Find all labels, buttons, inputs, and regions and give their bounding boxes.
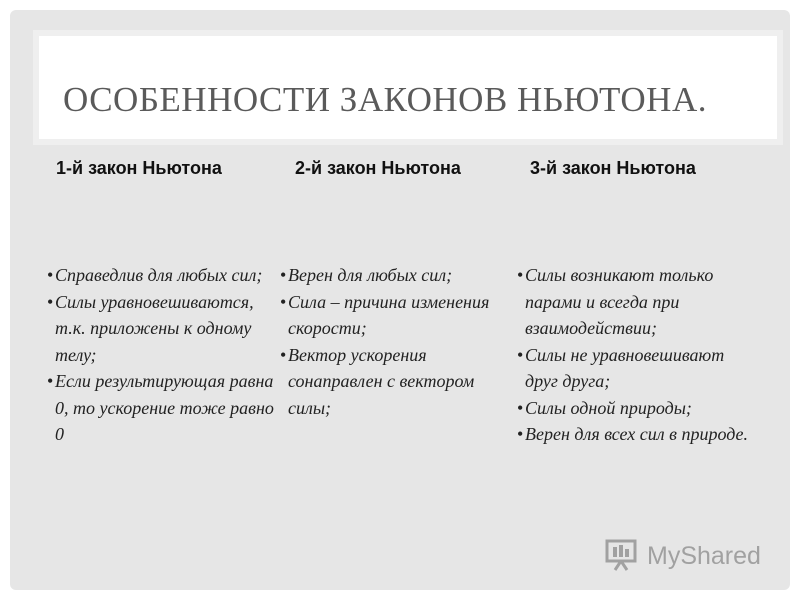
- bullet-icon: •: [280, 344, 287, 365]
- list-item: • Если результирующая равна 0, то ускорение тоже равно 0: [47, 368, 279, 448]
- watermark: [605, 538, 761, 574]
- watermark-text: MyShared: [647, 541, 761, 570]
- column-header-2: 2-й закон Ньютона: [295, 158, 461, 178]
- bullet-icon: •: [47, 371, 54, 391]
- column-body-1: [47, 262, 279, 448]
- slide-title: ОСОБЕННОСТИ ЗАКОНОВ НЬЮТОНА.: [63, 80, 707, 119]
- column-header-1: 1-й закон Ньютона: [56, 158, 222, 178]
- list-item: • Вектор ускорения сонаправлен с вектором силы;: [280, 342, 505, 422]
- bullet-icon: •: [517, 397, 524, 418]
- list-item: • Силы уравновешиваются, т.к. приложены к одному телу;: [47, 289, 279, 369]
- bullet-icon: •: [517, 265, 524, 285]
- list-item: • Справедлив для любых сил;: [47, 262, 279, 289]
- bullet-list: [517, 262, 757, 448]
- bullet-icon: •: [280, 291, 287, 312]
- bullet-icon: •: [47, 291, 54, 312]
- list-item: • Верен для любых сил;: [280, 262, 505, 289]
- list-item: • Силы одной природы;: [517, 395, 757, 422]
- bullet-list: [47, 262, 279, 448]
- list-item: • Силы не уравновешивают друг друга;: [517, 342, 757, 395]
- bullet-icon: •: [47, 265, 54, 285]
- list-item: • Силы возникают только парами и всегда при взаимодействии;: [517, 262, 757, 342]
- presentation-board-icon: [605, 537, 641, 576]
- bullet-icon: •: [517, 344, 524, 365]
- column-header-3: 3-й закон Ньютона: [530, 158, 696, 178]
- list-item: • Сила – причина изменения скорости;: [280, 289, 505, 342]
- list-item: • Верен для всех сил в природе.: [517, 421, 757, 448]
- bullet-icon: •: [280, 265, 287, 285]
- bullet-icon: •: [517, 424, 524, 444]
- column-body-3: [517, 262, 757, 448]
- column-body-2: [280, 262, 505, 421]
- title-box: [33, 30, 783, 145]
- bullet-list: [280, 262, 505, 421]
